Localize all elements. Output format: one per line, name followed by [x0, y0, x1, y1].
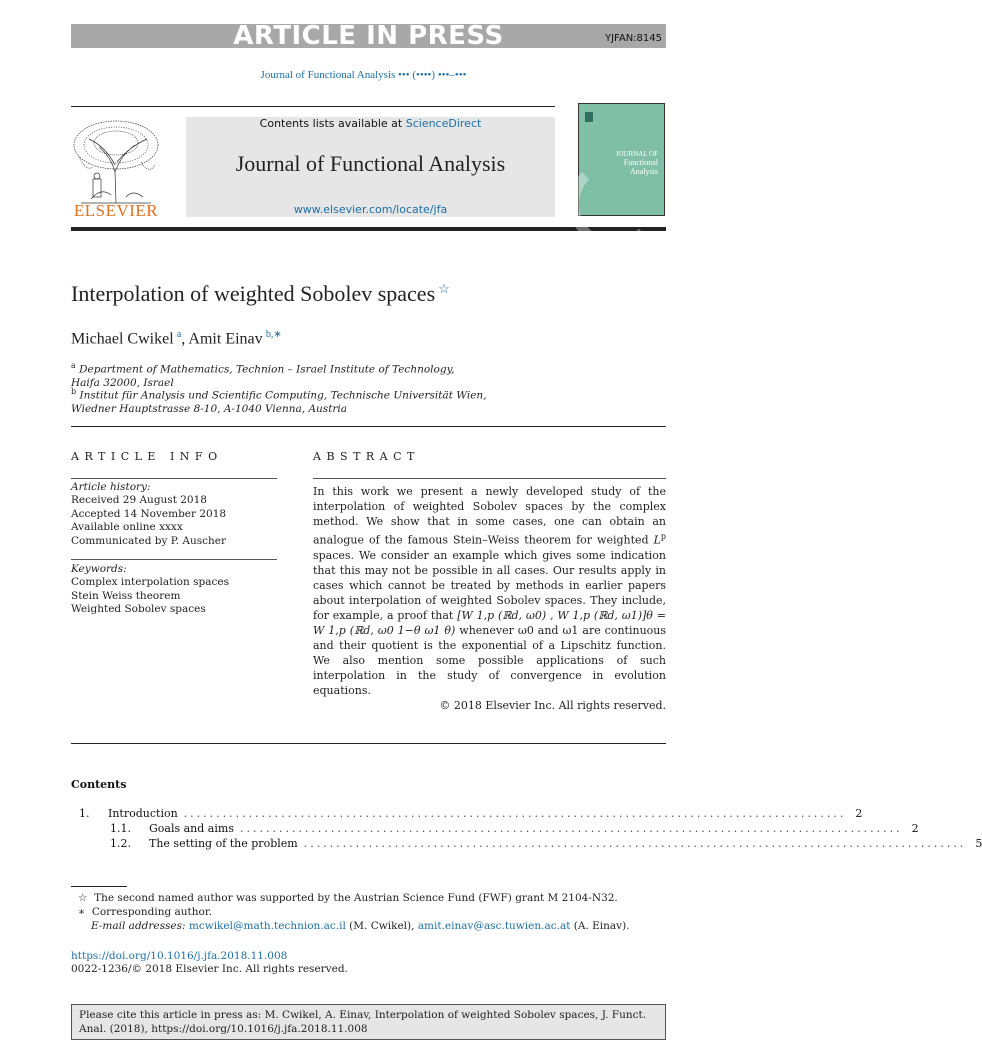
cover-logo-icon	[585, 112, 593, 122]
history-label: Article history:	[71, 481, 151, 493]
toc-item-1[interactable]: 1. Introduction ...................................................................................................... 2	[79, 807, 863, 820]
keywords	[71, 563, 277, 617]
sciencedirect-link[interactable]: ScienceDirect	[405, 117, 482, 130]
footnote-emails: E-mail addresses: mcwikel@math.technion.ac.il (M. Cwikel), amit.einav@asc.tuwien.ac.at (A. Einav).	[91, 920, 630, 932]
abstract-formula-1: [W 1,p (ℝd, ω0) , W 1,p (ℝd, ω1)]θ =	[457, 608, 666, 622]
article-in-press-label: ARTICLE IN PRESS	[233, 21, 504, 51]
abstract-copyright: © 2018 Elsevier Inc. All rights reserved.	[439, 698, 666, 712]
author-1[interactable]: Michael Cwikel	[71, 330, 174, 348]
issn-line: 0022-1236/© 2018 Elsevier Inc. All rights reserved.	[71, 963, 348, 975]
header-top-rule	[71, 106, 555, 107]
journal-cover-image	[578, 103, 665, 216]
article-title	[71, 281, 450, 307]
toc-dots: ......................................................................................................	[239, 822, 903, 835]
journal-banner	[186, 117, 555, 217]
abstract-lp: L	[653, 533, 661, 547]
online-date: Available online xxxx	[71, 521, 183, 534]
article-title-text: Interpolation of weighted Sobolev spaces	[71, 281, 436, 306]
affiliation-a: $^a$ Department of Mathematics, Technion – Israel Institute of Technology, Haifa 32000, Israel	[71, 361, 455, 389]
elsevier-tree-logo	[71, 117, 161, 203]
footnote-rule	[71, 886, 127, 887]
doi-link[interactable]: https://doi.org/10.1016/j.jfa.2018.11.008	[71, 950, 288, 962]
article-in-press-bar	[71, 21, 666, 51]
article-code: YJFAN:8145	[604, 33, 662, 44]
abstract-rule	[313, 478, 666, 479]
info-rule-1	[71, 478, 277, 479]
author-1-affil[interactable]: a	[176, 329, 182, 340]
affiliation-b: $^b$ Institut für Analysis und Scientific Computing, Technische Universität Wien, Wiedner Hauptstrasse 8-10, A-1040 Vienna, Austria	[71, 387, 487, 415]
contents-heading: Contents	[71, 778, 127, 791]
toc-item-1-1[interactable]: 1.1. Goals and aims ...................................................................................................... 2	[110, 822, 919, 835]
article-info	[71, 481, 277, 548]
contents-available-line	[186, 117, 555, 130]
contents-prefix: Contents lists available at	[259, 117, 406, 130]
abstract-lp-sup: p	[660, 532, 666, 541]
received-date: Received 29 August 2018	[71, 494, 207, 507]
journal-name: Journal of Functional Analysis	[235, 151, 506, 176]
author-2[interactable]: Amit Einav	[188, 330, 263, 348]
toc-item-1-2[interactable]: 1.2. The setting of the problem ...................................................................................................... 5	[110, 837, 982, 850]
abstract-bottom-rule	[71, 743, 666, 744]
abstract-p3: whenever ω0 and ω1 are continuous and their quotient is the exponential of a Lipschitz function. We also mention some possible applications of such interpolation in the study of convergence in evolution equations.	[313, 623, 667, 697]
journal-url-link[interactable]: www.elsevier.com/locate/jfa	[293, 203, 448, 216]
affil-rule	[71, 426, 666, 427]
abstract-p1: In this work we present a newly developed study of the interpolation of weighted Sobolev spaces by the complex method. We show that in some cases, one can obtain an analogue of the famous Stein–Weiss theorem for weighted	[313, 485, 666, 547]
abstract-heading: ABSTRACT	[313, 450, 420, 463]
keyword-2: Stein Weiss theorem	[71, 589, 181, 602]
elsevier-wordmark: ELSEVIER	[73, 201, 159, 220]
cover-line2: Functional Analysis	[623, 158, 658, 176]
author-sep: ,	[181, 330, 189, 348]
keyword-1: Complex interpolation spaces	[71, 576, 229, 589]
title-footnote-mark[interactable]: ☆	[438, 281, 450, 296]
abstract-p2: spaces. We consider an example which gives some indication that this may not be possible in all cases. Our results apply in cases which cannot be treated by methods in earlier papers about interpolation of weighted Sobolev spaces. They include, for example, a proof that	[313, 548, 666, 622]
authors	[71, 329, 282, 348]
toc-dots: ......................................................................................................	[303, 837, 967, 850]
keywords-label: Keywords:	[71, 563, 127, 575]
communicated-by: Communicated by P. Auscher	[71, 534, 226, 547]
accepted-date: Accepted 14 November 2018	[71, 507, 227, 520]
article-info-heading: ARTICLE INFO	[71, 450, 223, 463]
email-1-link[interactable]: mcwikel@math.technion.ac.il	[188, 920, 346, 932]
journal-reference: Journal of Functional Analysis ••• (••••) •••–•••	[260, 69, 467, 81]
abstract-body	[313, 484, 666, 713]
cite-box: Please cite this article in press as: M. Cwikel, A. Einav, Interpolation of weighted Sobolev spaces, J. Funct. Anal. (2018), https://doi.org/10.1016/j.jfa.2018.11.008	[71, 1004, 666, 1040]
toc-dots: ......................................................................................................	[183, 807, 847, 820]
cover-swirl	[569, 159, 659, 249]
keyword-3: Weighted Sobolev spaces	[71, 603, 206, 616]
footnote-star: ☆ The second named author was supported by the Austrian Science Fund (FWF) grant M 2104-N32.	[78, 892, 618, 904]
cover-line1: JOURNAL OF	[615, 150, 658, 158]
author-2-affil[interactable]: b,∗	[265, 329, 282, 340]
email-2-link[interactable]: amit.einav@asc.tuwien.ac.at	[417, 920, 571, 932]
info-rule-2	[71, 559, 277, 560]
footnote-corresponding: ∗ Corresponding author.	[78, 906, 213, 918]
abstract-formula-2: W 1,p (ℝd, ω0 1−θ ω1 θ)	[313, 623, 456, 637]
